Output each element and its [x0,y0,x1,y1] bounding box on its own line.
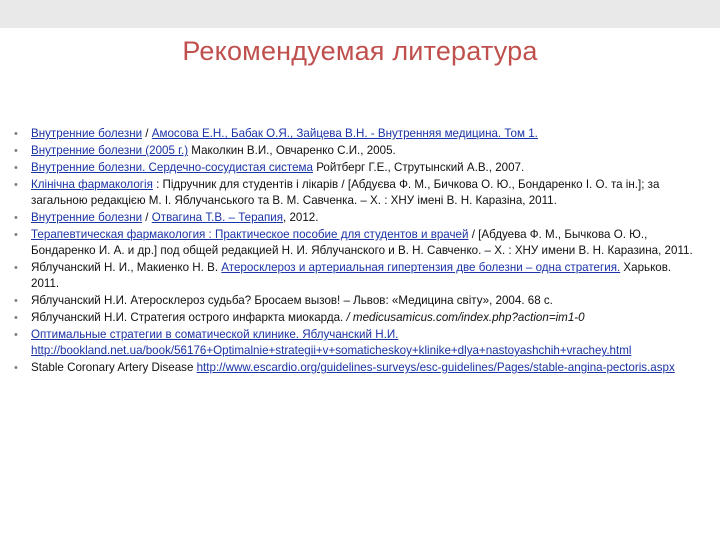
reference-link[interactable]: Внутренние болезни. Сердечно-сосудистая система [31,161,313,174]
bullet-icon: • [14,212,18,224]
reference-text: Маколкин В.И., Овчаренко С.И., 2005. [188,144,396,157]
reference-link[interactable]: http://bookland.net.ua/book/56176+Optimalnie+strategii+v+somaticheskoy+klinike+dlya+nastoyashchih+vrachey.html [31,344,632,357]
reference-text: / [142,127,152,140]
reference-text: Stable Coronary Artery Disease [31,361,197,374]
reference-text: / [142,211,152,224]
reference-item [14,310,702,326]
reference-item [14,210,702,226]
bullet-icon: • [14,145,18,157]
reference-item [14,260,702,292]
reference-text: : Підручник для студентів і лікарів / [Абдуєва Ф. М., Бичкова О. Ю., Бондаренко І. О. та ін.]; за загальною редакцією М. І. Яблучанського та В. М. Савченка. – Х. : ХНУ імені В. Н. Каразіна, 2011. [31,178,660,207]
reference-link[interactable]: Терапевтическая фармакология : Практическое пособие для студентов и врачей [31,228,469,241]
bullet-icon: • [14,162,18,174]
reference-text: Ройтберг Г.Е., Струтынский А.В., 2007. [312,161,525,174]
reference-item [14,360,702,376]
reference-link[interactable]: http://www.escardio.org/guidelines-surveys/esc-guidelines/Pages/stable-angina-pectoris.aspx [196,361,675,374]
reference-item [14,327,702,359]
bullet-icon: • [14,312,18,324]
bullet-icon: • [14,229,18,241]
reference-text: / [Абдуева Ф. М., Бычкова О. Ю., Бондаренко И. А. и др.] под общей редакцией Н. И. Яблучанского и В. Н. Савченко. – Х. : ХНУ имени В. Н. Каразина, 2011. [31,228,693,257]
reference-text: , 2012. [283,211,319,224]
reference-source: / medicusamicus.com/index.php?action=im1-0 [346,311,585,324]
reference-link[interactable]: Внутренние болезни [31,127,143,140]
reference-link[interactable]: Внутренние болезни (2005 г.) [31,144,189,157]
bullet-icon: • [14,295,18,307]
reference-list [14,126,702,377]
reference-link[interactable]: Внутренние болезни [31,211,143,224]
reference-text: Яблучанский Н.И. Атеросклероз судьба? Бросаем вызов! – Львов: «Медицина світу», 2004. 68 с. [31,294,553,307]
reference-text: Яблучанский Н. И., Макиенко Н. В. [31,261,222,274]
reference-item [14,177,702,209]
reference-text: Яблучанский Н.И. Стратегия острого инфаркта миокарда. [31,311,347,324]
reference-item [14,160,702,176]
bullet-icon: • [14,329,18,341]
top-bar [0,0,720,28]
reference-text: Харьков. 2011. [31,261,672,290]
reference-item [14,126,702,142]
reference-link[interactable]: Клінічна фармакологія [31,178,153,191]
reference-link[interactable]: Амосова Е.Н., Бабак О.Я., Зайцева В.Н. - Внутренняя медицина. Том 1. [151,127,538,140]
slide-title: Рекомендуемая литература [182,36,538,66]
reference-item [14,143,702,159]
reference-item [14,293,702,309]
reference-link[interactable]: Отвагина Т.В. – Терапия [151,211,283,224]
bullet-icon: • [14,179,18,191]
reference-link[interactable]: Атеросклероз и артериальная гипертензия две болезни – одна стратегия. [221,261,621,274]
bullet-icon: • [14,262,18,274]
bullet-icon: • [14,362,18,374]
reference-link[interactable]: Оптимальные стратегии в соматической клинике. Яблучанский Н.И. [31,328,399,341]
bullet-icon: • [14,128,18,140]
reference-item [14,227,702,259]
